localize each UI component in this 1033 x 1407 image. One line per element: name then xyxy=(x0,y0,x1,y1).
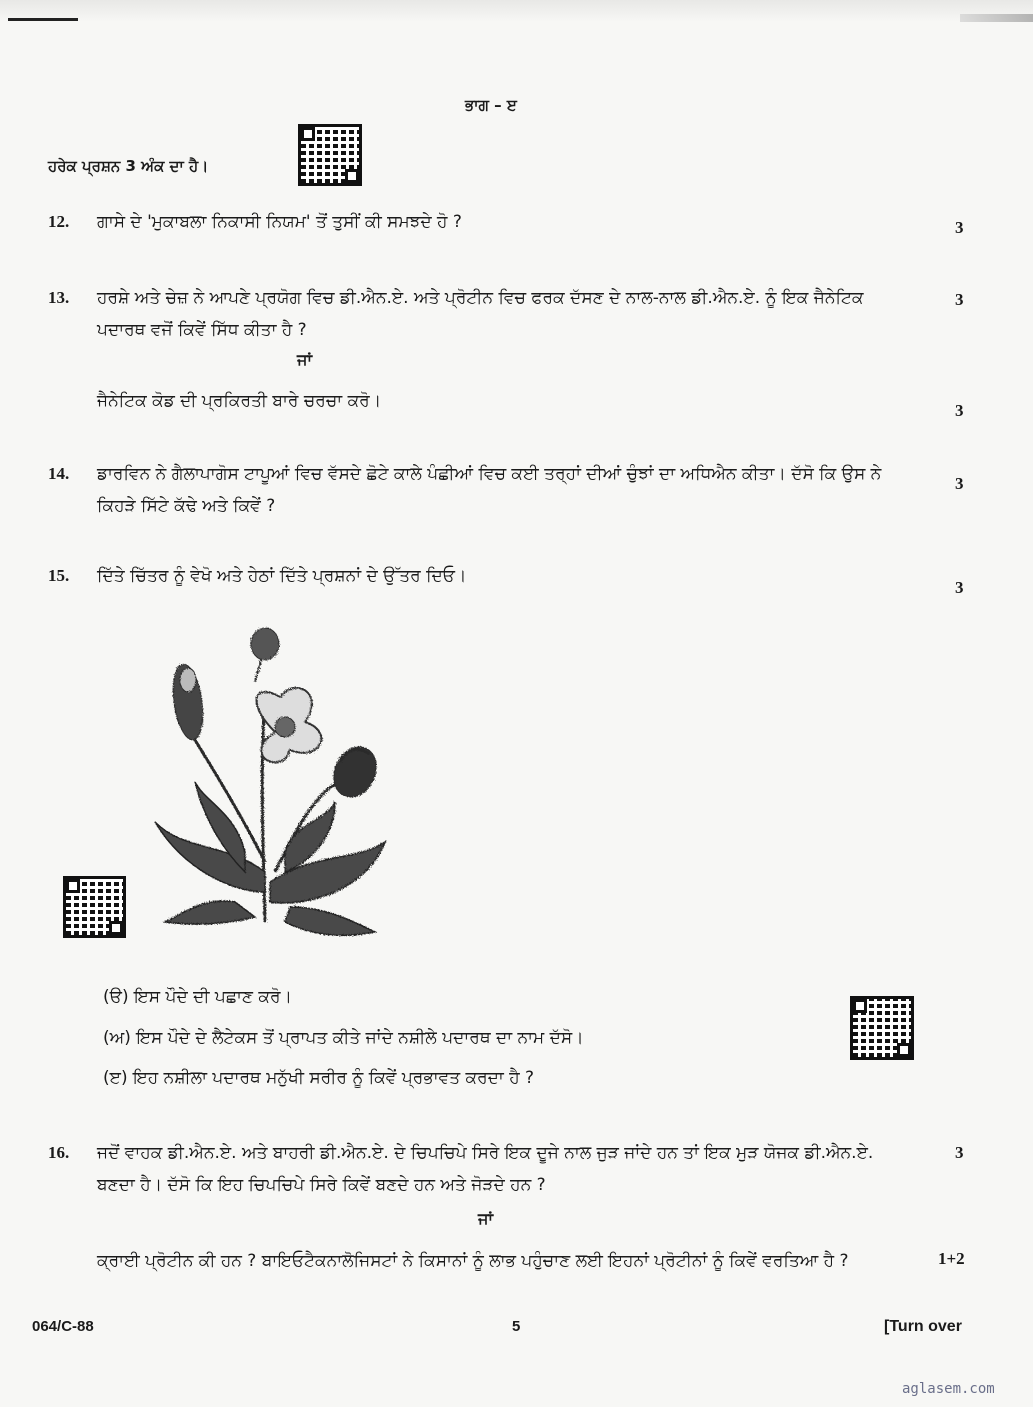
question-marks: 3 xyxy=(955,1143,964,1162)
question-number: 12. xyxy=(48,212,70,231)
alternative-question-marks: 1+2 xyxy=(938,1249,965,1268)
paper-code: 064/C-88 xyxy=(32,1318,94,1335)
question-text: ਗਾਸੇ ਦੇ 'ਮੁਕਾਬਲਾ ਨਿਕਾਸੀ ਨਿਯਮ' ਤੋਂ ਤੁਸੀਂ ਕੀ ਸਮਝਦੇ ਹੋ ? xyxy=(97,212,462,232)
page-number: 5 xyxy=(512,1318,521,1335)
question-text: ਦਿੱਤੇ ਚਿੱਤਰ ਨੂੰ ਵੇਖੋ ਅਤੇ ਹੇਠਾਂ ਦਿੱਤੇ ਪ੍ਰਸ਼ਨਾਂ ਦੇ ਉੱਤਰ ਦਿਓ। xyxy=(97,566,467,586)
qr-code-icon xyxy=(850,996,914,1060)
watermark: aglasem.com xyxy=(902,1381,995,1397)
flower-illustration xyxy=(125,622,415,947)
sub-question: (ਅ) ਇਸ ਪੌਦੇ ਦੇ ਲੈਟੇਕਸ ਤੋਂ ਪ੍ਰਾਪਤ ਕੀਤੇ ਜਾਂਦੇ ਨਸ਼ੀਲੇ ਪਦਾਰਥ ਦਾ ਨਾਮ ਦੱਸੋ। xyxy=(103,1028,584,1048)
sub-question: (ੳ) ਇਸ ਪੌਦੇ ਦੀ ਪਛਾਣ ਕਰੋ। xyxy=(103,987,292,1007)
scan-mark-right xyxy=(960,14,1033,22)
question-number: 14. xyxy=(48,464,70,483)
question-text: ਡਾਰਵਿਨ ਨੇ ਗੈਲਾਪਾਗੋਸ ਟਾਪੂਆਂ ਵਿਚ ਵੱਸਦੇ ਛੋਟੇ ਕਾਲੇ ਪੰਛੀਆਂ ਵਿਚ ਕਈ ਤਰ੍ਹਾਂ ਦੀਆਂ ਚੁੰਝਾਂ ਦਾ ਅਧਿਐਨ ਕੀਤਾ। ਦੱਸੋ ਕਿ ਉਸ ਨੇ ਕਿਹੜੇ ਸਿੱਟੇ ਕੱਢੇ ਅਤੇ ਕਿਵੇਂ ? xyxy=(97,464,882,516)
sub-question: (ੲ) ਇਹ ਨਸ਼ੀਲਾ ਪਦਾਰਥ ਮਨੁੱਖੀ ਸਰੀਰ ਨੂੰ ਕਿਵੇਂ ਪ੍ਰਭਾਵਤ ਕਰਦਾ ਹੈ ? xyxy=(103,1068,535,1088)
alternative-question-text: ਜੈਨੇਟਿਕ ਕੋਡ ਦੀ ਪ੍ਰਕਿਰਤੀ ਬਾਰੇ ਚਰਚਾ ਕਰੋ। xyxy=(97,391,382,411)
question-marks: 3 xyxy=(955,290,964,309)
alternative-question-marks: 3 xyxy=(955,401,964,420)
or-label: ਜਾਂ xyxy=(297,350,312,369)
alternative-question-text: ਕ੍ਰਾਈ ਪ੍ਰੋਟੀਨ ਕੀ ਹਨ ? ਬਾਇਓਟੈਕਨਾਲੋਜਿਸਟਾਂ ਨੇ ਕਿਸਾਨਾਂ ਨੂੰ ਲਾਭ ਪਹੁੰਚਾਣ ਲਈ ਇਹਨਾਂ ਪ੍ਰੋਟੀਨਾਂ ਨੂੰ ਕਿਵੇਂ ਵਰਤਿਆ ਹੈ ? xyxy=(97,1251,849,1271)
question-text: ਹਰਸ਼ੇ ਅਤੇ ਚੇਜ਼ ਨੇ ਆਪਣੇ ਪ੍ਰਯੋਗ ਵਿਚ ਡੀ.ਐਨ.ਏ. ਅਤੇ ਪ੍ਰੋਟੀਨ ਵਿਚ ਫਰਕ ਦੱਸਣ ਦੇ ਨਾਲ-ਨਾਲ ਡੀ.ਐਨ.ਏ. ਨੂੰ ਇਕ ਜੈਨੇਟਿਕ ਪਦਾਰਥ ਵਜੋਂ ਕਿਵੇਂ ਸਿੱਧ ਕੀਤਾ ਹੈ ? xyxy=(97,288,864,340)
question-marks: 3 xyxy=(955,578,964,597)
or-label: ਜਾਂ xyxy=(478,1209,493,1228)
question-marks: 3 xyxy=(955,474,964,493)
qr-code-icon xyxy=(298,124,362,186)
qr-code-icon xyxy=(63,876,126,938)
turn-over-note: [Turn over xyxy=(884,1318,962,1335)
section-title: ਭਾਗ – ੲ xyxy=(465,96,517,114)
section-instruction: ਹਰੇਕ ਪ੍ਰਸ਼ਨ 3 ਅੰਕ ਦਾ ਹੈ। xyxy=(48,157,209,175)
page-edge xyxy=(0,0,1033,22)
question-text: ਜਦੋਂ ਵਾਹਕ ਡੀ.ਐਨ.ਏ. ਅਤੇ ਬਾਹਰੀ ਡੀ.ਐਨ.ਏ. ਦੇ ਚਿਪਚਿਪੇ ਸਿਰੇ ਇਕ ਦੂਜੇ ਨਾਲ ਜੁੜ ਜਾਂਦੇ ਹਨ ਤਾਂ ਇਕ ਮੁੜ ਯੋਜਕ ਡੀ.ਐਨ.ਏ. ਬਣਦਾ ਹੈ। ਦੱਸੋ ਕਿ ਇਹ ਚਿਪਚਿਪੇ ਸਿਰੇ ਕਿਵੇਂ ਬਣਦੇ ਹਨ ਅਤੇ ਜੋੜਦੇ ਹਨ ? xyxy=(97,1143,874,1195)
scan-mark-left xyxy=(8,18,78,21)
question-marks: 3 xyxy=(955,218,964,237)
question-number: 15. xyxy=(48,566,70,585)
question-number: 13. xyxy=(48,288,70,307)
question-number: 16. xyxy=(48,1143,70,1162)
